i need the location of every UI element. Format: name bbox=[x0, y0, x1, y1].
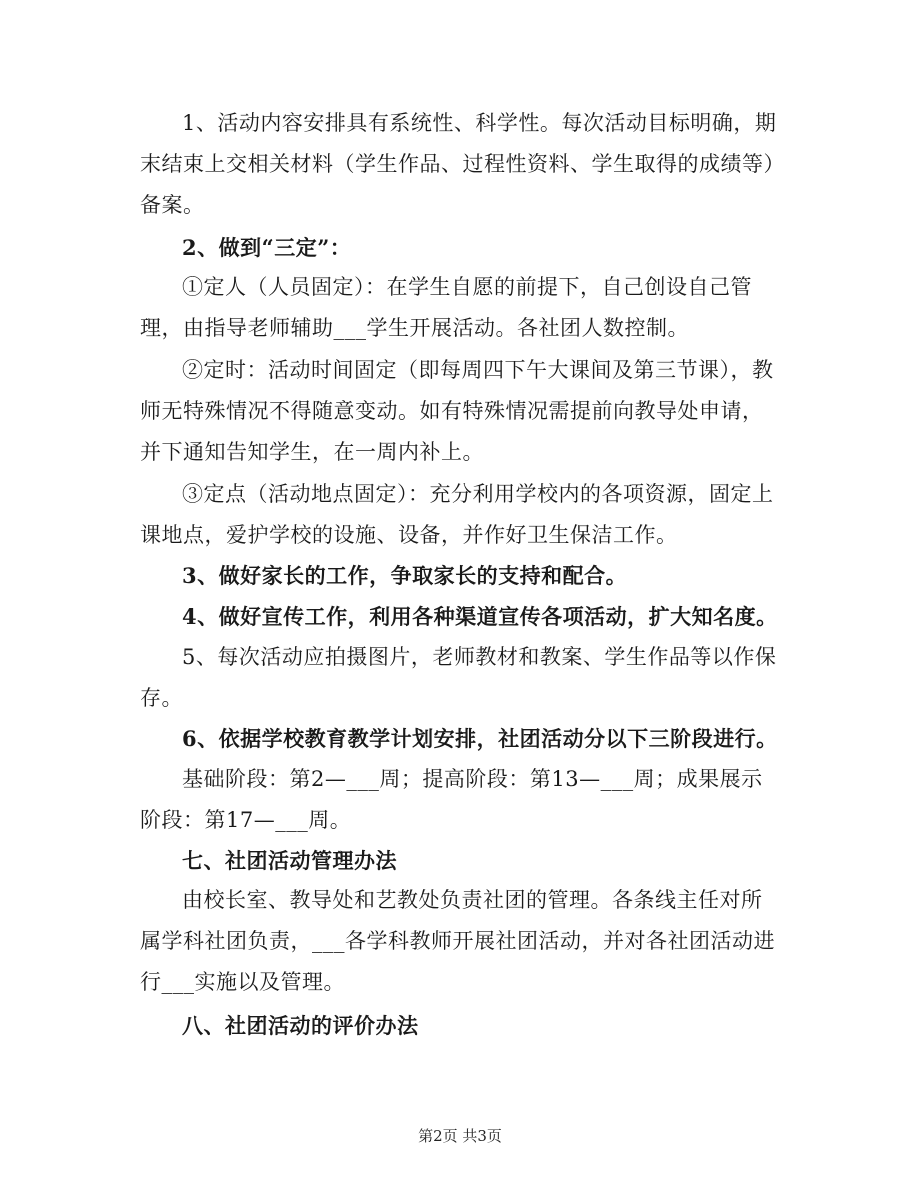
paragraph-fixed-people: ①定人（人员固定）：在学生自愿的前提下，自己创设自己管理，由指导老师辅助___学生开展活动。各社团人数控制。 bbox=[140, 275, 752, 340]
paragraph-parents-work: 3、做好家长的工作，争取家长的支持和配合。 bbox=[182, 563, 628, 588]
paragraph-activity-content: 1、活动内容安排具有系统性、科学性。每次活动目标明确，期末结束上交相关材料（学生作品、过程性资料、学生取得的成绩等）备案。 bbox=[140, 111, 777, 217]
section-heading-evaluation: 八、社团活动的评价办法 bbox=[182, 1013, 419, 1038]
page-number-footer: 第2页 共3页 bbox=[418, 1127, 502, 1145]
paragraph-management-details: 由校长室、教导处和艺教处负责社团的管理。各条线主任对所属学科社团负责，___各学科教师开展社团活动，并对各社团活动进行___实施以及管理。 bbox=[140, 888, 775, 994]
paragraph-three-fixed-heading: 2、做到“三定”： bbox=[182, 235, 352, 260]
paragraph-publicity-work: 4、做好宣传工作，利用各种渠道宣传各项活动，扩大知名度。 bbox=[182, 604, 778, 629]
paragraph-photos-archive: 5、每次活动应拍摄图片，老师教材和教案、学生作品等以作保存。 bbox=[140, 645, 777, 710]
paragraph-fixed-time: ②定时：活动时间固定（即每周四下午大课间及第三节课），教师无特殊情况不得随意变动。如有特殊情况需提前向教导处申请，并下通知告知学生，在一周内补上。 bbox=[140, 358, 774, 464]
paragraph-three-stages: 6、依据学校教育教学计划安排，社团活动分以下三阶段进行。 bbox=[182, 726, 778, 751]
paragraph-fixed-place: ③定点（活动地点固定）：充分利用学校内的各项资源，固定上课地点，爱护学校的设施、设备，并作好卫生保洁工作。 bbox=[140, 482, 774, 547]
section-heading-management: 七、社团活动管理办法 bbox=[182, 848, 397, 873]
paragraph-stage-schedule: 基础阶段：第2—___周；提高阶段：第13—___周；成果展示阶段：第17—___周。 bbox=[140, 767, 763, 832]
